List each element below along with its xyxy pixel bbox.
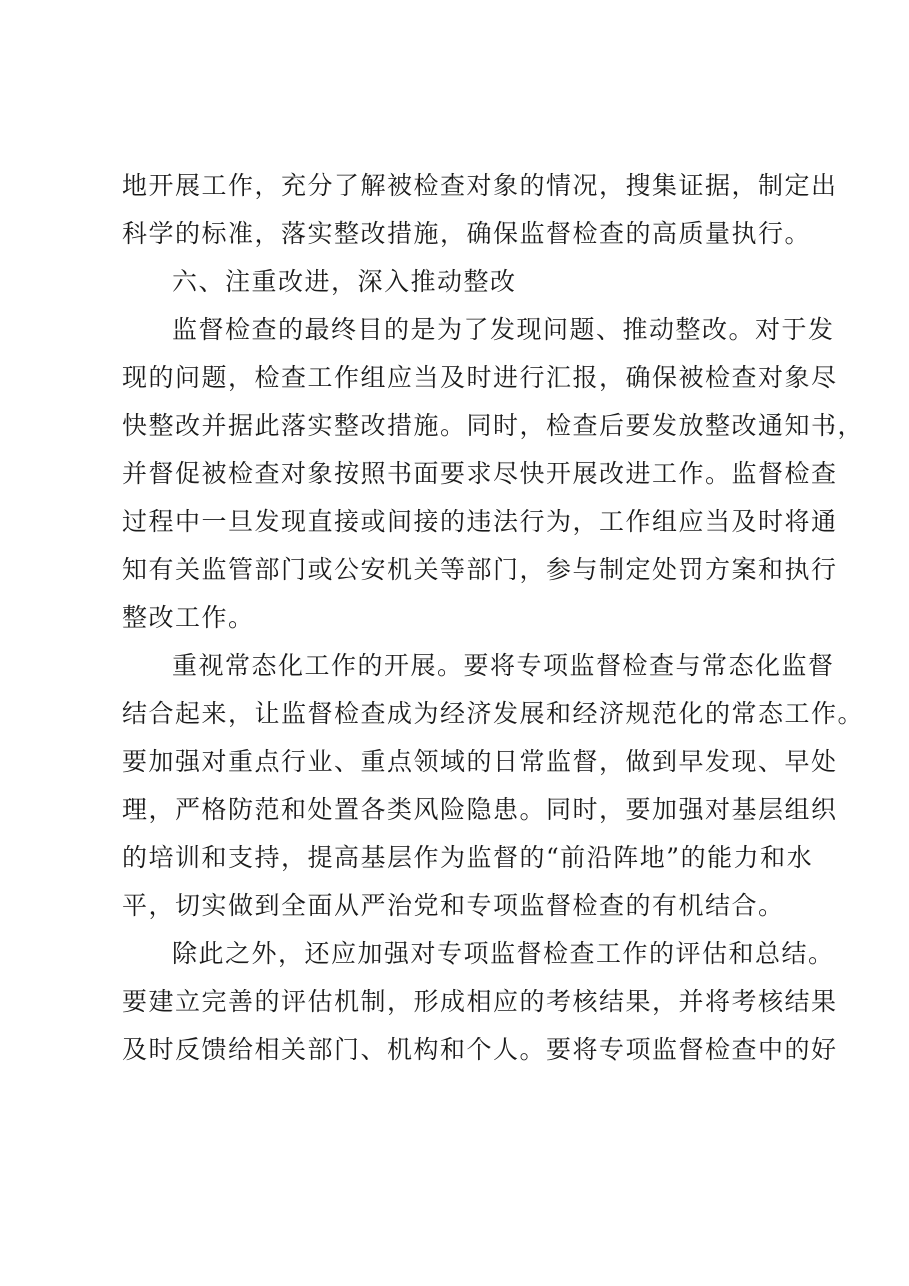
text-line: 科学的标准，落实整改措施，确保监督检查的高质量执行。 [122, 219, 812, 248]
text-line: 及时反馈给相关部门、机构和个人。要将专项监督检查中的好 [122, 1035, 838, 1064]
text-line: 快整改并据此落实整改措施。同时，检查后要发放整改通知书， [122, 411, 865, 440]
text-line: 平，切实做到全面从严治党和专项监督检查的有机结合。 [122, 891, 785, 920]
text-line: 现的问题，检查工作组应当及时进行汇报，确保被检查对象尽 [122, 363, 838, 392]
text-line: 过程中一旦发现直接或间接的违法行为，工作组应当及时将通 [122, 507, 838, 536]
text-line: 监督检查的最终目的是为了发现问题、推动整改。对于发 [172, 315, 835, 344]
text-line: 要建立完善的评估机制，形成相应的考核结果，并将考核结果 [122, 987, 838, 1016]
text-line: 并督促被检查对象按照书面要求尽快开展改进工作。监督检查 [122, 459, 838, 488]
text-line: 重视常态化工作的开展。要将专项监督检查与常态化监督 [172, 651, 835, 680]
text-line: 知有关监管部门或公安机关等部门，参与制定处罚方案和执行 [122, 555, 838, 584]
text-line: 的培训和支持，提高基层作为监督的“前沿阵地”的能力和水 [122, 843, 814, 872]
text-line: 地开展工作，充分了解被检查对象的情况，搜集证据，制定出 [122, 171, 838, 200]
section-heading: 六、注重改进，深入推动整改 [172, 267, 517, 296]
text-line: 要加强对重点行业、重点领域的日常监督，做到早发现、早处 [122, 747, 838, 776]
text-line: 除此之外，还应加强对专项监督检查工作的评估和总结。 [172, 939, 835, 968]
text-line: 理，严格防范和处置各类风险隐患。同时，要加强对基层组织 [122, 795, 838, 824]
text-line: 结合起来，让监督检查成为经济发展和经济规范化的常态工作。 [122, 699, 865, 728]
text-line: 整改工作。 [122, 603, 255, 632]
